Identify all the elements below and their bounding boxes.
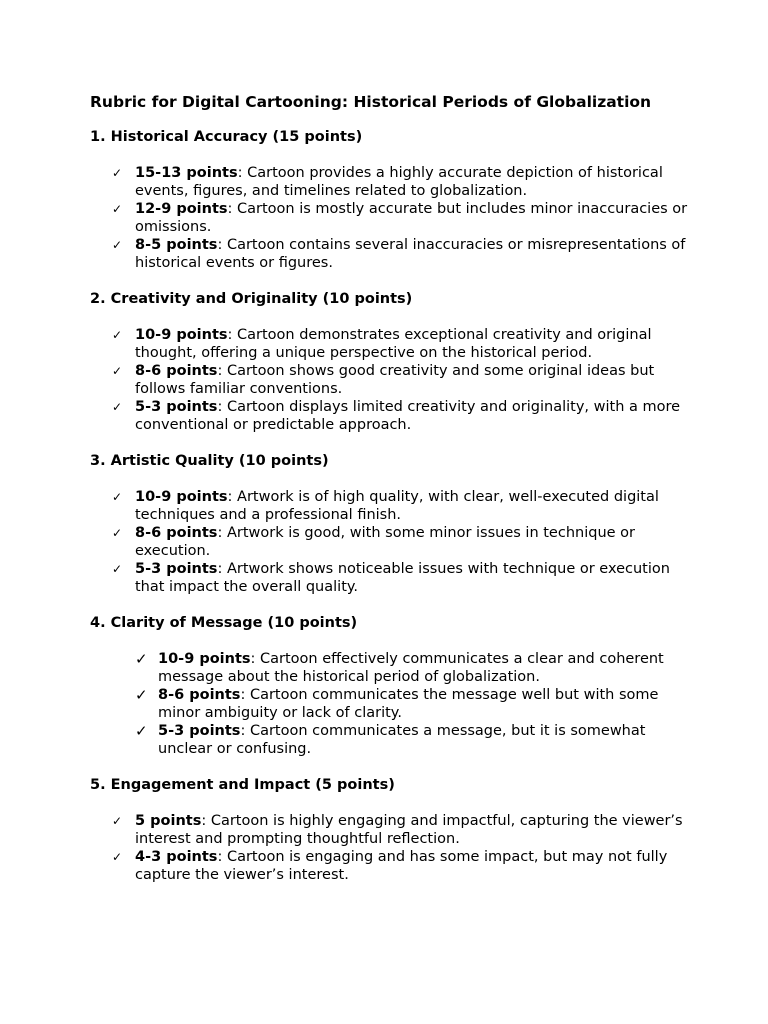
section-historical-accuracy: [90, 128, 690, 272]
checkmark-icon: ✓: [112, 202, 123, 216]
points-range: 5 points: [135, 813, 202, 829]
checkmark-icon: ✓: [112, 490, 123, 504]
criterion-description: : Artwork is of high quality, with clear, well-executed digital techniques and a professional finish.: [135, 489, 659, 523]
criterion-item: [90, 722, 690, 758]
checkmark-icon: ✓: [135, 650, 148, 668]
criterion-item: [90, 524, 690, 560]
criterion-description: : Cartoon displays limited creativity and originality, with a more conventional or predictable approach.: [135, 399, 681, 433]
criterion-description: : Cartoon provides a highly accurate depiction of historical events, figures, and timelines related to globalization.: [135, 165, 663, 199]
checkmark-icon: ✓: [112, 814, 123, 828]
points-range: 10-9 points: [135, 489, 228, 505]
criterion-item: [90, 488, 690, 524]
checkmark-icon: ✓: [112, 850, 123, 864]
checkmark-icon: ✓: [112, 238, 123, 252]
checkmark-icon: ✓: [112, 526, 123, 540]
points-range: 5-3 points: [135, 561, 218, 577]
section-heading: 5. Engagement and Impact (5 points): [90, 777, 395, 793]
points-range: 10-9 points: [158, 651, 251, 667]
criteria-list: [90, 164, 690, 272]
criterion-description: : Cartoon communicates a message, but it is somewhat unclear or confusing.: [158, 723, 646, 757]
checkmark-icon: ✓: [112, 364, 123, 378]
criterion-item: [90, 812, 690, 848]
checkmark-icon: ✓: [135, 722, 148, 740]
section-creativity-originality: [90, 290, 690, 434]
criterion-item: [90, 362, 690, 398]
checkmark-icon: ✓: [135, 686, 148, 704]
criterion-description: : Cartoon demonstrates exceptional creativity and original thought, offering a unique perspective on the historical period.: [135, 327, 652, 361]
criterion-description: : Cartoon contains several inaccuracies or misrepresentations of historical events or figures.: [135, 237, 686, 271]
criterion-item: [90, 398, 690, 434]
criterion-description: : Cartoon communicates the message well but with some minor ambiguity or lack of clarity.: [158, 687, 659, 721]
criterion-item: [90, 326, 690, 362]
checkmark-icon: ✓: [112, 328, 123, 342]
criterion-description: : Artwork is good, with some minor issues in technique or execution.: [135, 525, 635, 559]
criterion-description: : Cartoon is mostly accurate but includes minor inaccuracies or omissions.: [135, 201, 688, 235]
section-clarity-of-message: [90, 614, 690, 758]
points-range: 10-9 points: [135, 327, 228, 343]
criterion-item: [90, 164, 690, 200]
criterion-description: : Artwork shows noticeable issues with technique or execution that impact the overall quality.: [135, 561, 670, 595]
criterion-item: [90, 650, 690, 686]
criteria-list: [90, 650, 690, 758]
section-heading: 3. Artistic Quality (10 points): [90, 453, 329, 469]
checkmark-icon: ✓: [112, 562, 123, 576]
criteria-list: [90, 812, 690, 884]
section-heading: 4. Clarity of Message (10 points): [90, 615, 358, 631]
points-range: 5-3 points: [158, 723, 241, 739]
points-range: 8-6 points: [158, 687, 241, 703]
criteria-list: [90, 488, 690, 596]
points-range: 4-3 points: [135, 849, 218, 865]
section-heading: 1. Historical Accuracy (15 points): [90, 129, 363, 145]
criterion-description: : Cartoon is highly engaging and impactful, capturing the viewer’s interest and prompting thoughtful reflection.: [135, 813, 683, 847]
points-range: 12-9 points: [135, 201, 228, 217]
criterion-item: [90, 686, 690, 722]
criterion-description: : Cartoon effectively communicates a clear and coherent message about the historical period of globalization.: [158, 651, 664, 685]
document-title: Rubric for Digital Cartooning: Historical Periods of Globalization: [90, 93, 652, 111]
section-engagement-impact: [90, 776, 690, 884]
points-range: 15-13 points: [135, 165, 238, 181]
checkmark-icon: ✓: [112, 166, 123, 180]
criterion-description: : Cartoon shows good creativity and some original ideas but follows familiar conventions.: [135, 363, 655, 397]
points-range: 8-6 points: [135, 363, 218, 379]
section-artistic-quality: [90, 452, 690, 596]
criterion-item: [90, 560, 690, 596]
criterion-item: [90, 848, 690, 884]
rubric-document: [90, 92, 690, 902]
criterion-item: [90, 236, 690, 272]
points-range: 8-5 points: [135, 237, 218, 253]
criterion-item: [90, 200, 690, 236]
checkmark-icon: ✓: [112, 400, 123, 414]
criteria-list: [90, 326, 690, 434]
points-range: 5-3 points: [135, 399, 218, 415]
criterion-description: : Cartoon is engaging and has some impact, but may not fully capture the viewer’s interest.: [135, 849, 668, 883]
points-range: 8-6 points: [135, 525, 218, 541]
section-heading: 2. Creativity and Originality (10 points): [90, 291, 413, 307]
